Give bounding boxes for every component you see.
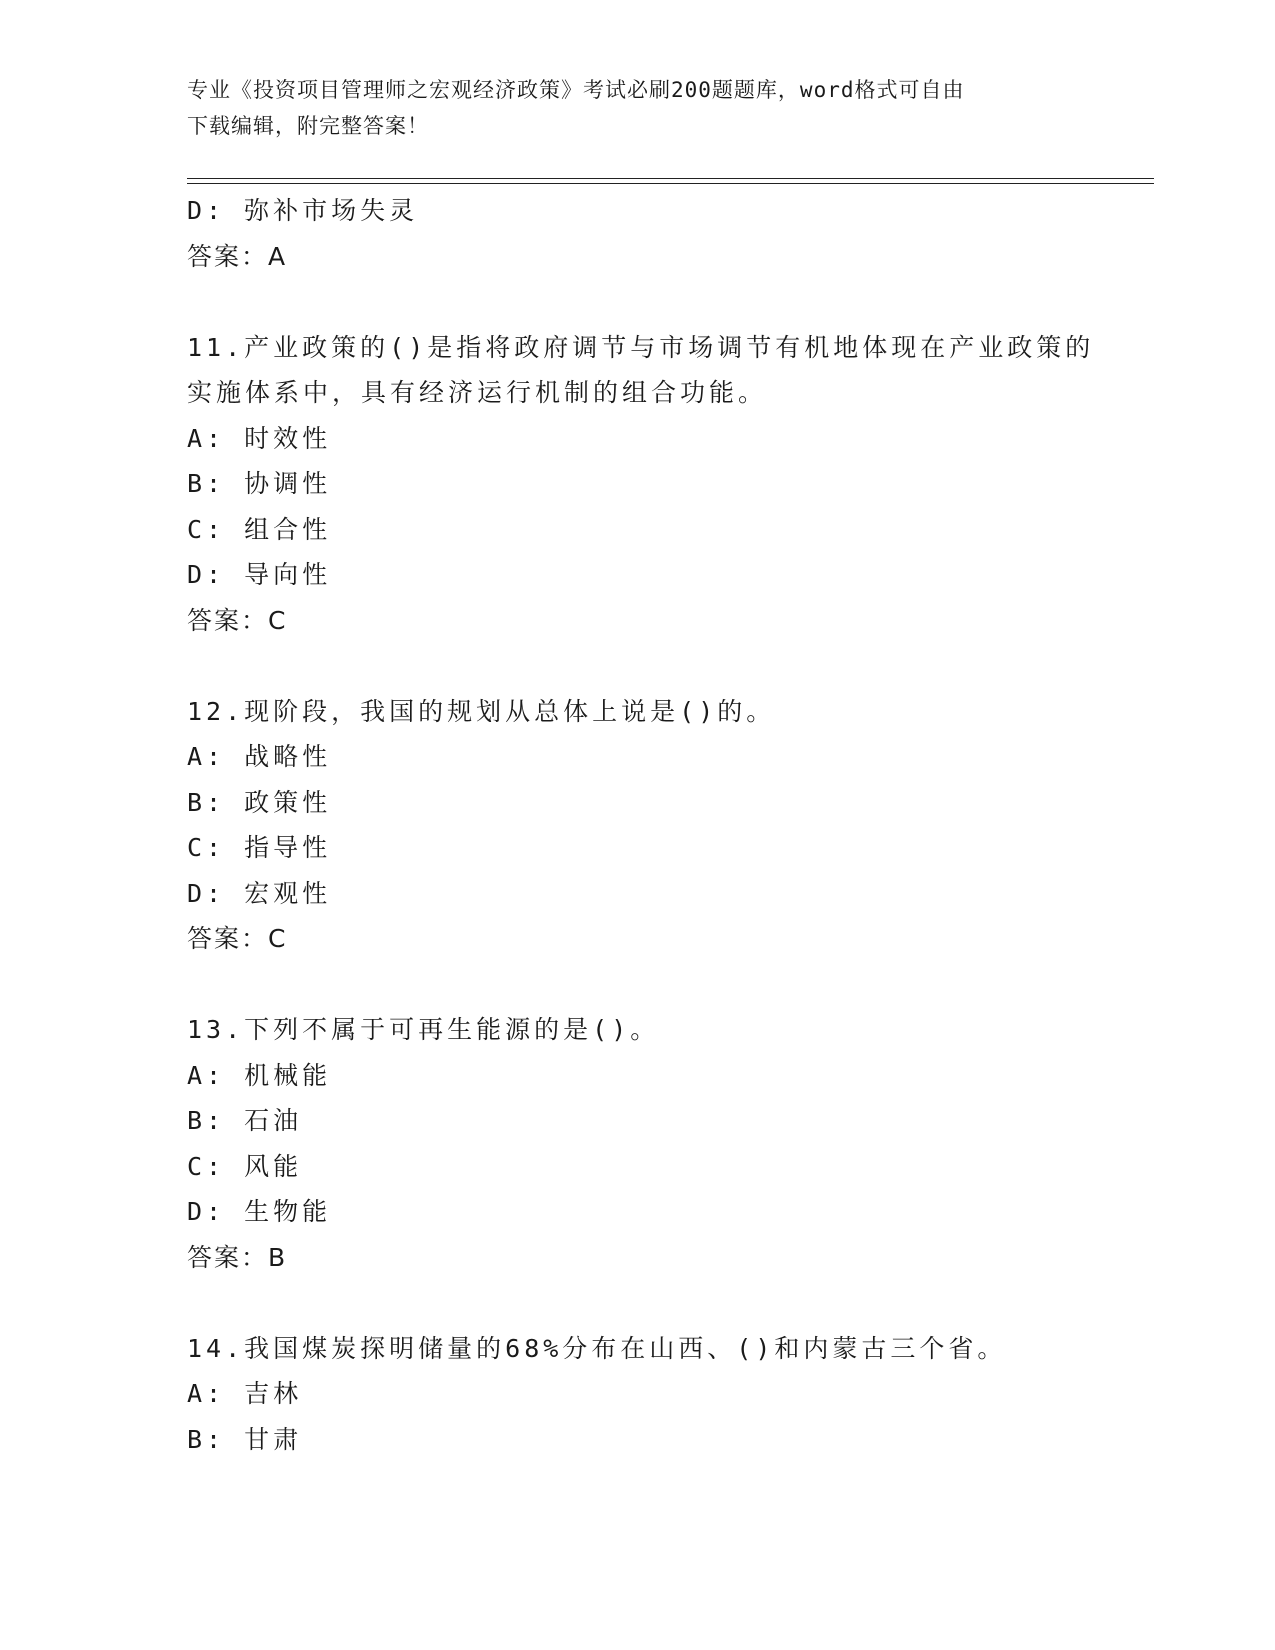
question-stem: 12.现阶段，我国的规划从总体上说是()的。: [187, 696, 776, 726]
question-13: [187, 1007, 1087, 1280]
option-a: A: 战略性: [187, 742, 332, 771]
answer-line: 答案：C: [187, 605, 288, 635]
header-divider-bottom: [187, 183, 1154, 184]
question-12: [187, 689, 1087, 962]
option-a: A: 机械能: [187, 1060, 332, 1090]
answer-line: 答案：B: [187, 1242, 288, 1272]
question-stem-continued: 实施体系中，具有经济运行机制的组合功能。: [187, 378, 768, 407]
header-line-2: 下载编辑，附完整答案！: [187, 114, 429, 138]
option-a: A: 吉林: [187, 1379, 303, 1408]
option-d: D: 弥补市场失灵: [187, 196, 419, 225]
question-stem: 11.产业政策的()是指将政府调节与市场调节有机地体现在产业政策的: [187, 332, 1095, 362]
answer-line: 答案：A: [187, 241, 288, 271]
option-b: B: 石油: [187, 1106, 303, 1135]
answer-line: 答案：C: [187, 924, 288, 953]
document-header: [187, 72, 1087, 144]
option-c: C: 组合性: [187, 514, 332, 544]
option-b: B: 甘肃: [187, 1424, 303, 1454]
question-stem: 13.下列不属于可再生能源的是()。: [187, 1015, 660, 1044]
option-c: C: 指导性: [187, 833, 332, 862]
option-a: A: 时效性: [187, 423, 332, 453]
option-b: B: 协调性: [187, 469, 332, 498]
option-d: D: 生物能: [187, 1197, 332, 1226]
option-b: B: 政策性: [187, 787, 332, 817]
option-d: D: 宏观性: [187, 878, 332, 908]
previous-question-tail: [187, 188, 1087, 279]
option-c: C: 风能: [187, 1151, 303, 1181]
header-line-1: 专业《投资项目管理师之宏观经济政策》考试必刷200题题库，word格式可自由: [187, 78, 965, 102]
header-divider-top: [187, 178, 1154, 179]
question-stem: 14.我国煤炭探明储量的68%分布在山西、()和内蒙古三个省。: [187, 1333, 1007, 1363]
question-11: [187, 325, 1095, 644]
question-14: [187, 1326, 1087, 1463]
option-d: D: 导向性: [187, 560, 332, 589]
question-list: [187, 188, 1095, 1462]
